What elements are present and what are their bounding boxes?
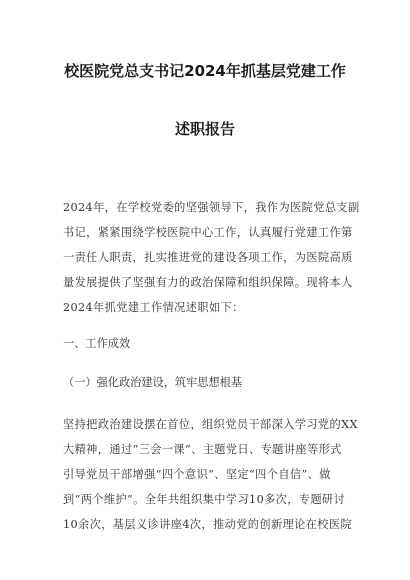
intro-line: 2024年抓党建工作情况述职如下： <box>63 301 244 314</box>
intro-line: 量发展提供了坚强有力的政治保障和组织保障。现将本人 <box>63 276 353 289</box>
intro-line: 书记，紧紧围绕学校医院中心工作，认真履行党建工作第 <box>63 226 353 239</box>
document-title-line-2: 述职报告 <box>174 120 235 138</box>
body-line: 10余次，基层义诊讲座4次，推动党的创新理论在校医院 <box>63 518 353 531</box>
body-line: 引导党员干部增强“四个意识”、坚定“四个自信”、做 <box>63 468 331 481</box>
section-heading: 一、工作成效 <box>63 337 131 350</box>
subsection-heading: （一）强化政治建设，筑牢思想根基 <box>63 376 243 389</box>
intro-line: 一责任人职责，扎实推进党的建设各项工作，为医院高质 <box>63 251 353 264</box>
body-line: 坚持把政治建设摆在首位，组织党员干部深入学习党的XX <box>63 418 358 431</box>
intro-line: 2024年，在学校党委的坚强领导下，我作为医院党总支副 <box>63 201 360 214</box>
document-title-line-1: 校医院党总支书记2024年抓基层党建工作 <box>64 62 346 80</box>
body-line: 大精神，通过“三会一课”、主题党日、专题讲座等形式 <box>63 443 342 456</box>
body-line: 到“两个维护”。全年共组织集中学习10多次，专题研讨 <box>63 493 346 506</box>
